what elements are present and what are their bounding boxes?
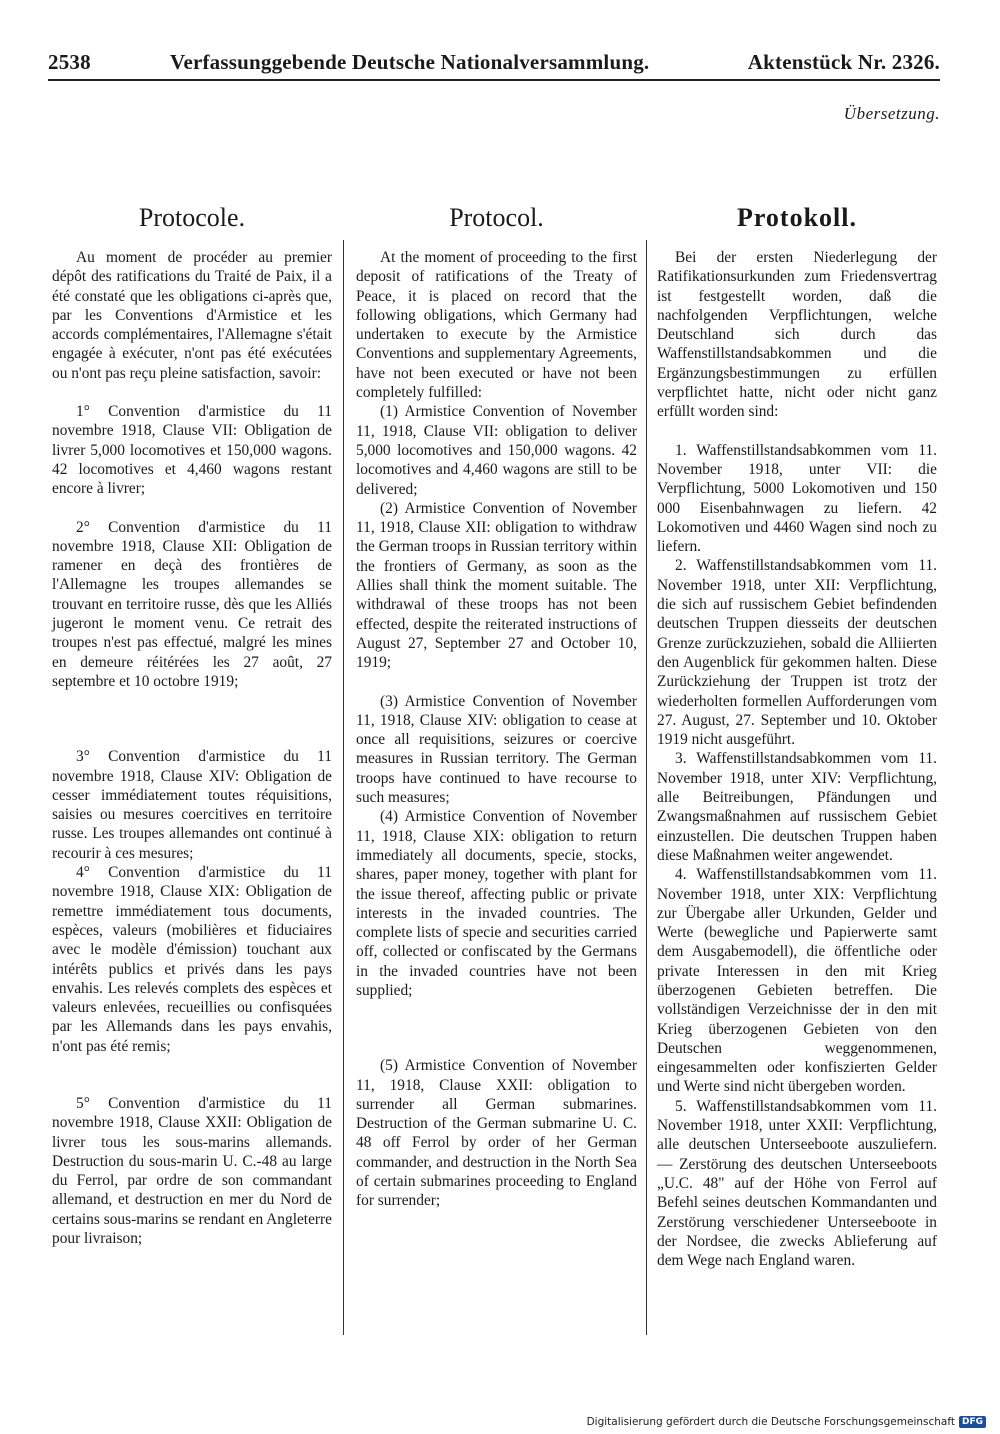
paragraph: 4° Convention d'armistice du 11 novembre 1918, Clause XIX: Obligation de remettre immédiatement tous documents, espèces, valeurs (mobilières et fiduciaires avec le modèle d'émission) touchant aux intérêts publics et privés dans les pays envahis. Les relevés complets des espèces et valeurs enlevées, recueillies ou confisquées par les Allemands dans les pays envahis, n'ont pas été remis; [52,864,332,1055]
paragraph: (2) Armistice Convention of November 11, 1918, Clause XII: obligation to withdraw the German troops in Russian territory within the frontiers of Germany, as soon as the Allies shall think the moment suitable. The withdrawal of these troops has not been effected, despite the reiterated instructions of August 27, September 27 and October 10, 1919; [356,499,637,672]
digitization-footer [587,1416,986,1428]
translation-note: Übersetzung. [843,104,940,123]
paragraph: 3. Waffenstillstandsabkommen vom 11. November 1918, unter XIV: Verpflichtung, alle Beitreibungen, Pfändungen und Zwangsmaßnahmen auf russischem Gebiet einzustellen. Die deutschen Truppen haben diese Maßnahmen weiter angewendet. [657,750,937,864]
column-heading: Protocole. [138,203,246,232]
paragraph: 5° Convention d'armistice du 11 novembre 1918, Clause XXII: Obligation de livrer tous les sous-marins allemands. Destruction du sous-marin U. C.-48 au large du Ferrol, par ordre de son commandant allemand, et destruction en mer du Nord de certains sous-marins se rendant en Angleterre pour livraison; [52,1094,332,1248]
paragraph: 1. Waffenstillstandsabkommen vom 11. November 1918, unter VII: die Verpflichtung, 5000 Lokomotiven und 150 000 Eisenbahnwagen zu liefern. 42 Lokomotiven und 4460 Wagen sind noch zu liefern. [657,441,937,556]
paragraph: At the moment of proceeding to the first deposit of ratifications of the Treaty of Peace, it is placed on record that the following obligations, which Germany had undertaken to execute by the Armistice Conventions and supplementary Agreements, have not been executed or have not been completely fulfilled: [356,249,637,402]
german-column [657,200,937,1270]
paragraph: Bei der ersten Niederlegung der Ratifikationsurkunden zum Friedensvertrag ist festgestellt worden, daß die nachfolgenden Verpflichtungen, welche Deutschland sich durch das Waffenstillstandsabkommen und die Ergänzungsbestimmungen zu erfüllen verpflichtet hatte, nicht oder nicht ganz erfüllt worden sind: [657,249,937,421]
french-column [52,200,332,1248]
paragraph: 4. Waffenstillstandsabkommen vom 11. November 1918, unter XIX: Verpflichtung zur Übergabe aller Urkunden, Gelder und Werte (bewegliche und Papierwerte samt dem Ausgabemodell), die öffentliche oder private Interessen in den mit Krieg überzogenen Gebieten betreffen. Die vollständigen Verzeichnisse der in den mit Krieg überzogenen Gebieten von den Deutschen weggenommenen, eingesammelten oder konfiszierten Gelder und Werte sind nicht übergeben worden. [657,866,937,1096]
paragraph: 3° Convention d'armistice du 11 novembre 1918, Clause XIV: Obligation de cesser immédiatement toutes réquisitions, saisies ou mesures coercitives en territoire russe. Les troupes allemandes ont continué à recourir à ces mesures; [52,748,332,862]
paragraph: (5) Armistice Convention of November 11, 1918, Clause XXII: obligation to surrender all German submarines. Destruction of the German submarine U. C. 48 off Ferrol by order of her German commander, and destruction in the North Sea of certain submarines proceeding to England for surrender; [356,1057,637,1210]
footer-text: Digitalisierung gefördert durch die Deutsche Forschungsgemeinschaft [586,1416,955,1428]
column-heading: Protocol. [449,203,544,232]
paragraph: 1° Convention d'armistice du 11 novembre 1918, Clause VII: Obligation de livrer 5,000 locomotives et 150,000 wagons. 42 locomotives et 4,460 wagons restant encore à livrer; [52,403,332,498]
paragraph: (4) Armistice Convention of November 11, 1918, Clause XIX: obligation to return immediately all documents, specie, stocks, shares, paper money, together with plant for the issue thereof, affecting public or private interests in the invaded countries. The complete lists of specie and securities carried off, collected or confiscated by the Germans in the invaded countries have not been supplied; [356,808,637,999]
english-column [356,200,637,1211]
paragraph: 2° Convention d'armistice du 11 novembre 1918, Clause XII: Obligation de ramener en deçà des frontières de l'Allemagne les troupes allemandes se trouvant en territoire russe, dès que les Alliés jugeront le moment venu. Ce retrait des troupes n'est pas effectué, malgré les mines en demeure réitérées les 27 août, 27 septembre et 10 octobre 1919; [52,518,332,690]
dfg-logo-icon: DFG [959,1416,986,1428]
page-number: 2538 [48,50,91,74]
paragraph: (3) Armistice Convention of November 11, 1918, Clause XIV: obligation to cease at once all requisitions, seizures or coercive measures in Russian territory. The German troops have continued to have recourse to such measures; [356,692,637,807]
paragraph: (1) Armistice Convention of November 11, 1918, Clause VII: obligation to deliver 5,000 locomotives and 150,000 wagons. 42 locomotives and 4,460 wagons are still to be delivered; [356,403,637,498]
column-divider [646,240,647,1335]
header-rule [48,79,940,81]
publication-title: Verfassunggebende Deutsche Nationalversammlung. [170,50,650,74]
column-divider [343,240,344,1335]
paragraph: 5. Waffenstillstandsabkommen vom 11. November 1918, unter XXII: Verpflichtung, alle deutschen Unterseeboote auszuliefern. — Zerstörung des deutschen Unterseeboots „U.C. 48" auf der Höhe von Ferrol auf Befehl seines deutschen Kommandanten und Zerstörung verschiedener Unterseeboote in der Nordsee, die zwecks Ablieferung auf dem Wege nach England waren. [657,1097,937,1270]
paragraph: 2. Waffenstillstandsabkommen vom 11. November 1918, unter XII: Verpflichtung, die sich auf russischem Gebiet befindenden deutschen Truppen diesseits der deutschen Grenze zurückzuziehen, sobald die Alliierten den Augenblick für gekommen halten. Diese Zurückziehung der Truppen ist trotz der wiederholten formellen Aufforderungen vom 27. August, 27. September und 10. Oktober 1919 nicht ausgeführt. [657,557,937,749]
paragraph: Au moment de procéder au premier dépôt des ratifications du Traité de Paix, il a été constaté que les obligations ci-après que, par les Conventions d'Armistice et les accords complémentaires, l'Allemagne s'était engagée à exécuter, n'ont pas été exécutées ou n'ont pas reçu pleine satisfaction, savoir: [52,249,332,382]
document-reference: Aktenstück Nr. 2326. [747,50,940,74]
column-heading: Protokoll. [736,203,858,232]
page-header [48,50,940,80]
